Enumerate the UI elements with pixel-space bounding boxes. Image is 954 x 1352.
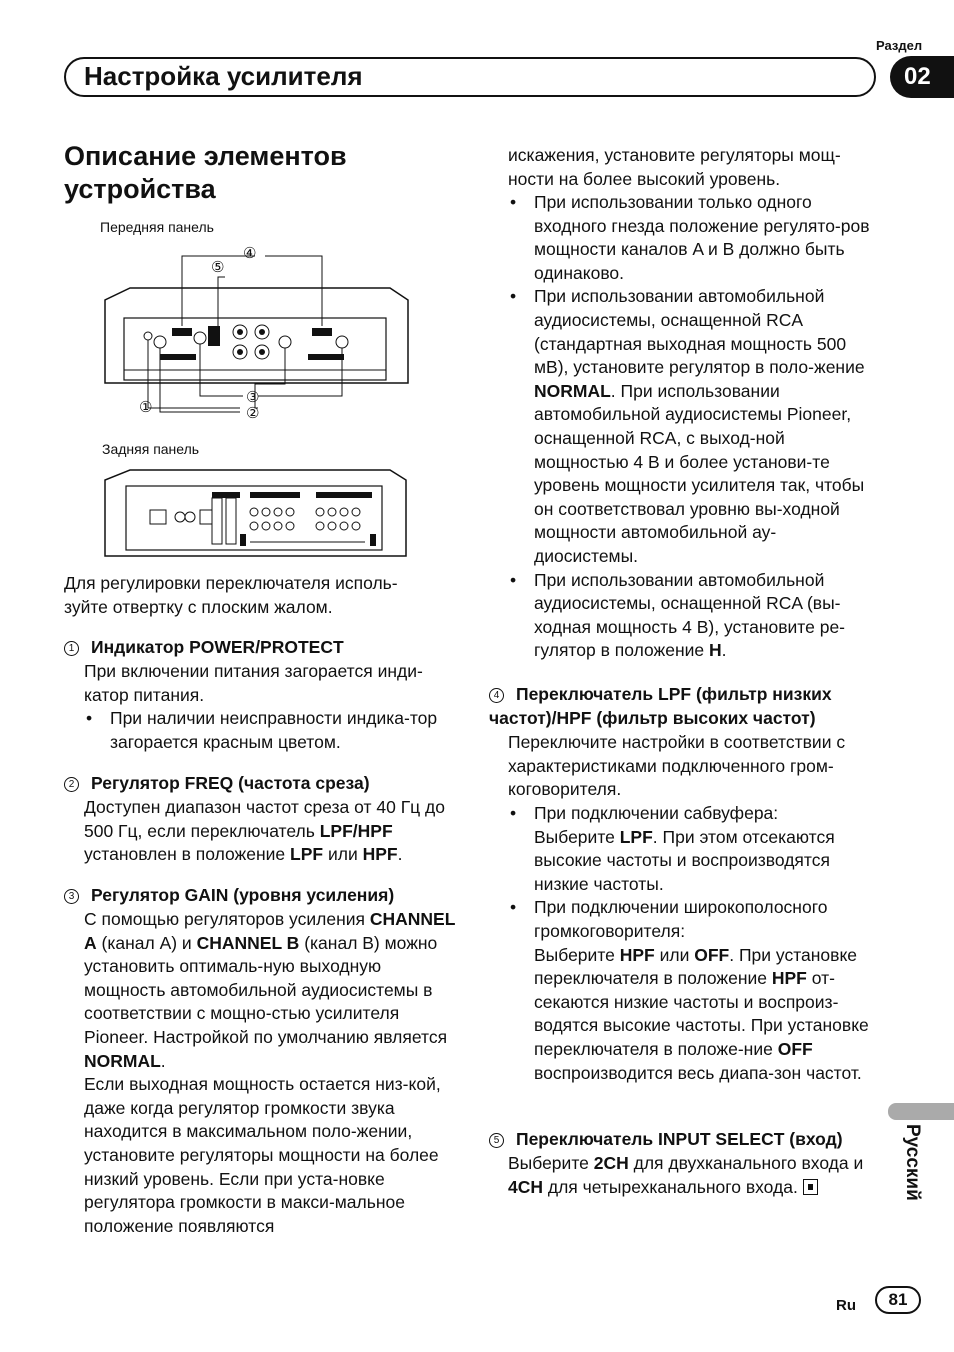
item-4-number: 4 xyxy=(489,688,504,703)
item-1-title: Индикатор POWER/PROTECT xyxy=(91,637,344,657)
section-heading: Описание элементов устройства xyxy=(64,141,347,204)
item-5-title: Переключатель INPUT SELECT (вход) xyxy=(516,1129,843,1149)
item-1-text: При включении питания загорается инди-катор питания. xyxy=(84,661,423,705)
list-item: • При подключении сабвуфера: Выберите LPF. При этом отсекаются высокие частоты и воспроизводятся низкие частоты. xyxy=(508,802,880,896)
front-panel-illustration xyxy=(100,238,420,420)
item-4-text: Переключите настройки в соответствии с характеристиками подключенного гром-коговорителя. xyxy=(508,732,846,800)
callout-2: ② xyxy=(246,405,260,422)
item-4-bullets xyxy=(508,802,880,1085)
item-5-heading xyxy=(489,1128,879,1152)
item-3-continuation: искажения, установите регуляторы мощ-ности на более высокий уровень. xyxy=(508,145,841,189)
intro-paragraph: Для регулировки переключателя исполь-зуйте отвертку с плоским жалом. xyxy=(64,573,398,617)
list-item: • При использовании только одного входного гнезда положение регулято-ров мощности каналов A и B должно быть одинаково. xyxy=(508,191,880,285)
rear-panel-illustration xyxy=(100,466,412,560)
section-label: Раздел xyxy=(876,38,923,53)
item-5-text: Выберите 2CH для двухканального входа и 4CH для четырехканального входа. xyxy=(508,1153,864,1197)
item-2-heading xyxy=(64,772,444,796)
section-number-badge: 02 xyxy=(890,56,954,98)
item-1-number: 1 xyxy=(64,641,79,656)
item-2-text: Доступен диапазон частот среза от 40 Гц до 500 Гц, если переключатель LPF/HPF установлен в положение LPF или HPF. xyxy=(84,797,445,865)
page-number: 81 xyxy=(875,1286,921,1314)
item-1-bullets xyxy=(84,707,456,754)
item-3-heading xyxy=(64,884,444,908)
callout-1: ① xyxy=(139,399,153,416)
list-item: • При наличии неисправности индика-тор загорается красным цветом. xyxy=(84,707,456,754)
item-2-title: Регулятор FREQ (частота среза) xyxy=(91,773,370,793)
list-item: • При использовании автомобильной аудиосистемы, оснащенной RCA (стандартная выходная мощность 500 мВ), установите регулятор в поло-жение NORMAL. При использовании автомобильной аудиосистемы Pioneer, оснащенной RCA, с выход-ной мощностью 4 В и более установи-те уровень мощности усилителя так, чтобы он соответствовал уровню вы-ходной мощности автомобильной ау-диосистемы. xyxy=(508,285,880,568)
item-1-heading xyxy=(64,636,444,660)
page-title: Настройка усилителя xyxy=(84,61,363,91)
item-3-text: С помощью регуляторов усиления CHANNEL A (канал A) и CHANNEL B (канал B) можно установить оптималь-ную выходную мощность автомобильной аудиосистемы в соответствии с мощно-стью усилителя Pioneer. Настройкой по умолчанию является NORMAL. Если выходная мощность остается низ-кой, даже когда регулятор громкости звука находится в максимальном поло-жении, установите регуляторы мощности на более низкий уровень. Если при уста-новке регулятора громкости в макси-мальное положение появляются xyxy=(84,909,456,1236)
item-4-heading xyxy=(489,683,879,730)
callout-4: ④ xyxy=(243,245,257,262)
language-tab-bar xyxy=(888,1103,954,1120)
rear-panel-label: Задняя панель xyxy=(102,441,200,457)
item-5-number: 5 xyxy=(489,1133,504,1148)
item-3-title: Регулятор GAIN (уровня усиления) xyxy=(91,885,395,905)
list-item: • При подключении широкополосного громкоговорителя: Выберите HPF или OFF. При установке переключателя в положение HPF от-секаются низкие частоты и воспроиз-водятся высокие частоты. При установке переключателя в положе-ние OFF воспроизводится весь диапа-зон частот. xyxy=(508,896,880,1085)
item-3-bullets xyxy=(508,191,880,663)
footer-language: Ru xyxy=(836,1297,856,1314)
end-mark-icon xyxy=(803,1179,818,1195)
item-2-number: 2 xyxy=(64,777,79,792)
language-tab-label: Русский xyxy=(902,1124,923,1201)
callout-3: ③ xyxy=(246,389,260,406)
item-4-title: Переключатель LPF (фильтр низких частот)/HPF (фильтр высоких частот) xyxy=(489,684,832,728)
list-item: • При использовании автомобильной аудиосистемы, оснащенной RCA (вы-ходная мощность 4 В), установите ре-гулятор в положение H. xyxy=(508,569,880,663)
item-3-number: 3 xyxy=(64,889,79,904)
callout-5: ⑤ xyxy=(211,259,225,276)
front-panel-label: Передняя панель xyxy=(100,219,214,235)
language-tab xyxy=(896,1124,926,1224)
